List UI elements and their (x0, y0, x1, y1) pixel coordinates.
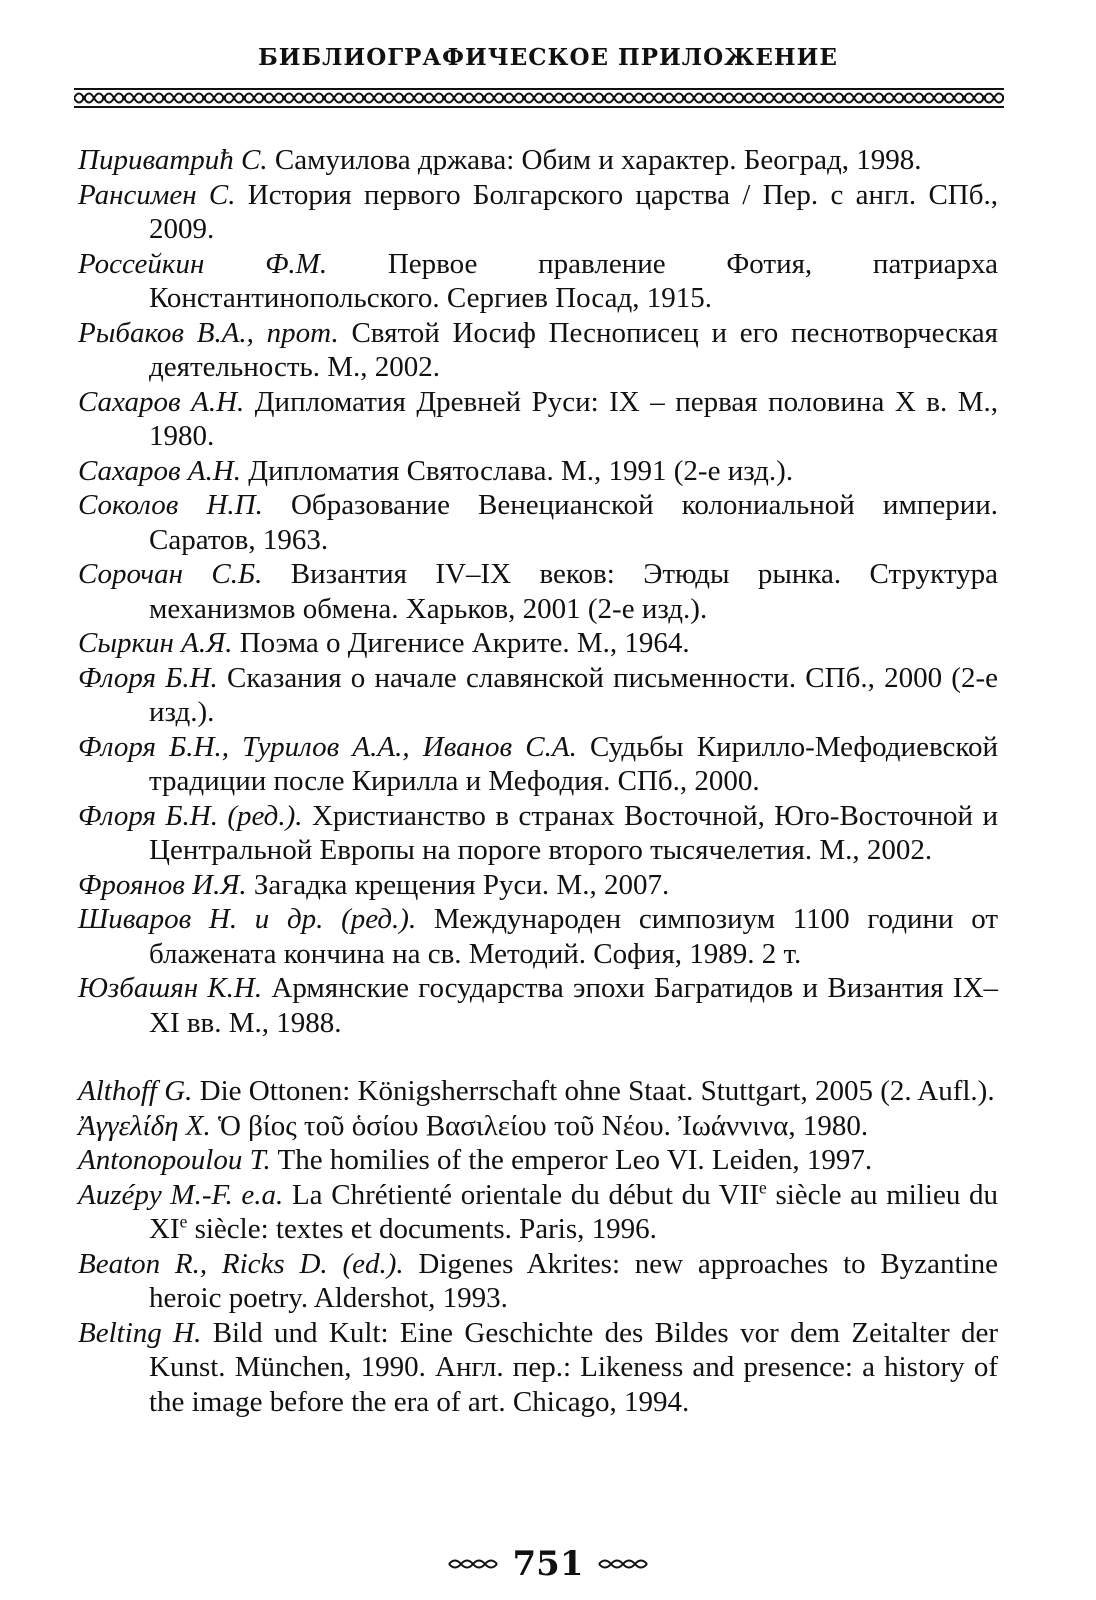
footer-ornament-right-icon (597, 1556, 649, 1572)
entry-author: Соколов Н.П. (78, 489, 263, 521)
bibliography-list (78, 143, 998, 1419)
entry-text: Святой Иосиф Песнописец и его песнотворческая деятельность. М., 2002. (149, 316, 998, 383)
entry-author: Ἀγγελίδη Χ. (78, 1109, 211, 1142)
footer-ornament-left-icon (447, 1556, 499, 1572)
header-ornament-border (74, 88, 1004, 108)
entry-author: Antonopoulou T. (78, 1144, 271, 1176)
bibliography-entry (78, 385, 998, 454)
bibliography-entry (78, 557, 998, 626)
entry-author: Пириватрић С. (78, 144, 268, 176)
bibliography-entry (78, 1178, 998, 1247)
entry-text: Bild und Kult: Eine Geschichte des Bildes vor dem Zeitalter der Kunst. München, 1990. Англ. пер.: Likeness and presence: a history of the image before the era of art. Chicago, 1994. (149, 1316, 998, 1418)
entry-text: siècle au milieu du XI (149, 1178, 998, 1245)
bibliography-entry (78, 868, 998, 903)
page-footer (0, 1546, 1096, 1582)
entry-text: Армянские государства эпохи Багратидов и Византия IX–XI вв. М., 1988. (149, 972, 999, 1039)
entry-text: Христианство в странах Восточной, Юго-Восточной и Центральной Европы на пороге второго тысячелетия. М., 2002. (149, 799, 998, 866)
entry-author: Сыркин А.Я. (78, 627, 233, 659)
entry-text: Ὁ βίος τοῦ ὁσίου Βασιλείου τοῦ Νέου. Ἰωάννινα, 1980. (210, 1109, 869, 1142)
bibliography-entry (78, 316, 998, 385)
running-header: БИБЛИОГРАФИЧЕСКОЕ ПРИЛОЖЕНИЕ (258, 44, 838, 71)
bibliography-entry (78, 626, 998, 661)
entry-author: Beaton R., Ricks D. (ed.). (78, 1247, 404, 1280)
page-number: 751 (512, 1544, 584, 1584)
entry-author: Юзбашян К.Н. (78, 972, 263, 1004)
entry-author: Сахаров А.Н. (78, 454, 242, 487)
bibliography-entry (78, 488, 998, 557)
entry-text: Византия IV–IX веков: Этюды рынка. Структура механизмов обмена. Харьков, 2001 (2-е изд.). (149, 558, 999, 625)
entry-text: Самуилова држава: Обим и характер. Београд, 1998. (267, 144, 922, 176)
entry-superscript: e (759, 1176, 767, 1197)
entry-text: Первое правление Фотия, патриарха Константинопольского. Сергиев Посад, 1915. (149, 247, 998, 314)
entry-author: Auzépy M.-F. e.a. (78, 1178, 284, 1211)
entry-text: Международен симпозиум 1100 години от блажената кончина на св. Методий. София, 1989. 2 т. (149, 903, 998, 970)
entry-superscript: e (179, 1211, 188, 1232)
bibliography-entry (78, 661, 998, 730)
entry-text: Die Ottonen: Königsherrschaft ohne Staat. Stuttgart, 2005 (2. Aufl.). (192, 1075, 995, 1107)
entry-author: Сорочан С.Б. (78, 558, 263, 590)
bibliography-entry (78, 730, 998, 799)
entry-text: Digenes Akrites: new approaches to Byzantine heroic poetry. Aldershot, 1993. (149, 1247, 998, 1314)
entry-author: Флоря Б.Н. (ред.). (78, 799, 303, 832)
bibliography-entry (78, 1316, 998, 1420)
bibliography-entry (78, 178, 998, 247)
entry-author: Belting H. (78, 1316, 202, 1349)
bibliography-entry (78, 454, 998, 489)
entry-text: Судьбы Кирилло-Мефодиевской традиции после Кирилла и Мефодия. СПб., 2000. (149, 730, 998, 797)
entry-text: Загадка крещения Руси. М., 2007. (246, 868, 670, 901)
entry-text: The homilies of the emperor Leo VI. Leiden, 1997. (270, 1144, 873, 1176)
bibliography-entry (78, 1247, 998, 1316)
entry-author: Россейкин Ф.М. (78, 247, 328, 280)
bibliography-entry (78, 902, 998, 971)
entry-author: Сахаров А.Н. (78, 385, 245, 418)
entry-author: Флоря Б.Н., Турилов А.А., Иванов С.А. (78, 730, 577, 763)
entry-text: Поэма о Дигенисе Акрите. М., 1964. (232, 627, 690, 659)
bibliography-entry (78, 971, 998, 1040)
entry-author: Рыбаков В.А., прот. (78, 316, 339, 349)
entry-text: История первого Болгарского царства / Пер. с англ. СПб., 2009. (149, 178, 998, 245)
bibliography-entry (78, 799, 998, 868)
entry-author: Флоря Б.Н. (78, 661, 218, 694)
entry-text: La Chrétienté orientale du début du VII (283, 1178, 760, 1211)
entry-author: Althoff G. (78, 1075, 193, 1107)
entry-author: Фроянов И.Я. (78, 868, 247, 901)
bibliography-entry (78, 1143, 998, 1178)
bibliography-entry (78, 1074, 998, 1109)
entry-text: Дипломатия Древней Руси: IX – первая половина X в. М., 1980. (149, 385, 999, 452)
entry-text: Дипломатия Святослава. М., 1991 (2-е изд.). (241, 454, 794, 487)
entry-text: Образование Венецианской колониальной империи. Саратов, 1963. (149, 489, 998, 556)
bibliography-entry (78, 1109, 998, 1144)
entry-text: Сказания о начале славянской письменности. СПб., 2000 (2-е изд.). (149, 661, 998, 728)
entry-author: Рансимен С. (78, 178, 236, 211)
entry-text: siècle: textes et documents. Paris, 1996. (187, 1213, 657, 1245)
bibliography-entry (78, 247, 998, 316)
entry-author: Шиваров Н. и др. (ред.). (78, 903, 417, 935)
bibliography-entry (78, 143, 998, 178)
